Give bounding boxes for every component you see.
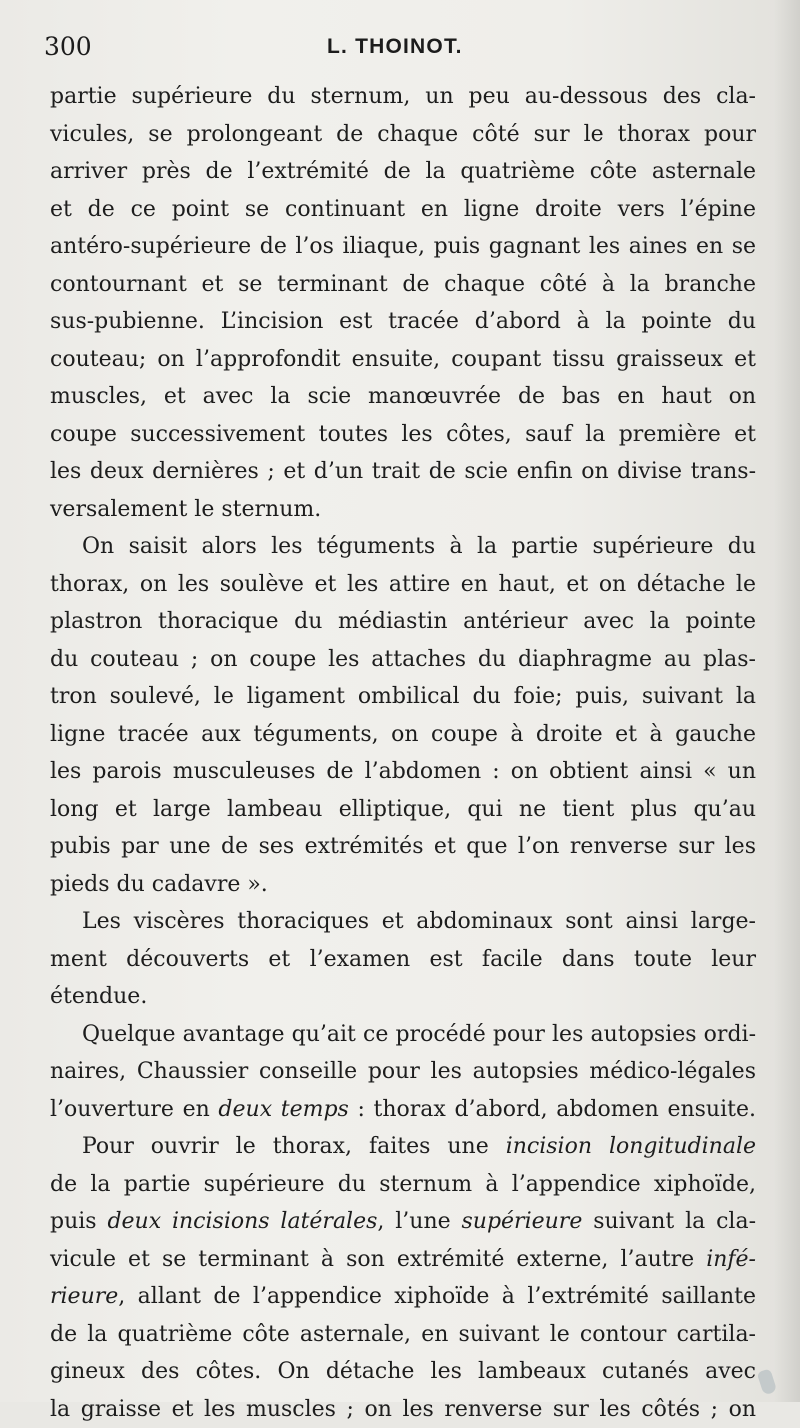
text-line	[50, 341, 756, 379]
text-segment: vicule et se terminant à son extrémité externe, l’autre	[50, 1247, 706, 1272]
text-line	[50, 753, 756, 791]
text-line	[50, 416, 756, 454]
text-segment: de la quatrième côte asternale, en suivant le contour cartila-	[50, 1322, 756, 1347]
text-line	[50, 303, 756, 341]
text-line	[50, 453, 756, 491]
text-segment: coupe successivement toutes les côtes, sauf la première et	[50, 422, 756, 447]
text-line	[50, 603, 756, 641]
text-segment: contournant et se terminant de chaque côté à la branche	[50, 272, 756, 297]
text-line	[50, 1316, 756, 1354]
italic-text: deux incisions latérales	[107, 1209, 377, 1234]
text-line	[50, 678, 756, 716]
text-line	[50, 1128, 756, 1166]
italic-text: supérieure	[462, 1209, 583, 1234]
text-segment: plastron thoracique du médiastin antérieur avec la pointe	[50, 609, 756, 634]
text-segment: long et large lambeau elliptique, qui ne tient plus qu’au	[50, 797, 756, 822]
text-segment: sus-pubienne. L’incision est tracée d’abord à la pointe du	[50, 309, 756, 334]
text-line	[50, 1091, 756, 1129]
text-segment: et de ce point se continuant en ligne droite vers l’épine	[50, 197, 756, 222]
text-line	[50, 1053, 756, 1091]
text-segment: les parois musculeuses de l’abdomen : on obtient ainsi « un	[50, 759, 756, 784]
page-number: 300	[44, 32, 92, 61]
text-segment: partie supérieure du sternum, un peu au-dessous des cla-	[50, 84, 756, 109]
italic-text: deux temps	[218, 1097, 348, 1122]
text-segment: la graisse et les muscles ; on les renverse sur les côtés ; on	[50, 1397, 756, 1422]
text-segment: Pour ouvrir le thorax, faites une	[82, 1134, 506, 1159]
text-segment: vicules, se prolongeant de chaque côté sur le thorax pour	[50, 122, 756, 147]
text-segment: couteau; on l’approfondit ensuite, coupant tissu graisseux et	[50, 347, 756, 372]
italic-text: infé-	[706, 1247, 756, 1272]
text-segment: de la partie supérieure du sternum à l’appendice xiphoïde,	[50, 1172, 756, 1197]
text-line	[50, 716, 756, 754]
text-line	[50, 1353, 756, 1391]
text-line	[50, 191, 756, 229]
text-segment: gineux des côtes. On détache les lambeaux cutanés avec	[50, 1359, 756, 1384]
text-segment: , l’une	[377, 1209, 461, 1234]
text-line	[50, 1391, 756, 1428]
text-segment: l’ouverture en	[50, 1097, 218, 1122]
page-header	[44, 28, 464, 72]
italic-text: incision longitudinale	[506, 1134, 756, 1159]
text-line	[50, 116, 756, 154]
text-line	[50, 828, 756, 866]
text-segment: tron soulevé, le ligament ombilical du foie; puis, suivant la	[50, 684, 756, 709]
text-line	[50, 866, 756, 904]
text-line	[50, 903, 756, 941]
body-text	[50, 78, 756, 1428]
text-segment: pieds du cadavre ».	[50, 872, 268, 897]
text-segment: thorax, on les soulève et les attire en haut, et on détache le	[50, 572, 756, 597]
text-line	[50, 1166, 756, 1204]
text-segment: naires, Chaussier conseille pour les autopsies médico-légales	[50, 1059, 756, 1084]
text-segment: , allant de l’appendice xiphoïde à l’extrémité saillante	[118, 1284, 756, 1309]
text-line	[50, 153, 756, 191]
text-line	[50, 228, 756, 266]
text-line	[50, 378, 756, 416]
text-segment: arriver près de l’extrémité de la quatrième côte asternale	[50, 159, 756, 184]
text-segment: versalement le sternum.	[50, 497, 321, 522]
text-segment: muscles, et avec la scie manœuvrée de bas en haut on	[50, 384, 756, 409]
text-segment: puis	[50, 1209, 107, 1234]
text-line	[50, 1016, 756, 1054]
text-segment: les deux dernières ; et d’un trait de scie enfin on divise trans-	[50, 459, 756, 484]
text-line	[50, 978, 756, 1016]
text-segment: Les viscères thoraciques et abdominaux sont ainsi large-	[82, 909, 756, 934]
text-line	[50, 1203, 756, 1241]
text-segment: : thorax d’abord, abdomen ensuite.	[349, 1097, 756, 1122]
text-line	[50, 78, 756, 116]
text-line	[50, 941, 756, 979]
text-segment: du couteau ; on coupe les attaches du diaphragme au plas-	[50, 647, 756, 672]
text-line	[50, 491, 756, 529]
text-line	[50, 528, 756, 566]
text-segment: pubis par une de ses extrémités et que l’on renverse sur les	[50, 834, 756, 859]
text-segment: Quelque avantage qu’ait ce procédé pour les autopsies ordi-	[82, 1022, 756, 1047]
text-line	[50, 791, 756, 829]
text-segment: suivant la cla-	[582, 1209, 756, 1234]
page-edge-shadow	[774, 0, 800, 1402]
text-line	[50, 266, 756, 304]
text-segment: ment découverts et l’examen est facile dans toute leur	[50, 947, 756, 972]
text-line	[50, 1241, 756, 1279]
running-head: L. THOINOT.	[327, 35, 463, 59]
text-segment: ligne tracée aux téguments, on coupe à droite et à gauche	[50, 722, 756, 747]
text-segment: étendue.	[50, 984, 147, 1009]
text-segment: antéro-supérieure de l’os iliaque, puis gagnant les aines en se	[50, 234, 756, 259]
text-line	[50, 566, 756, 604]
text-line	[50, 641, 756, 679]
italic-text: rieure	[50, 1284, 118, 1309]
text-line	[50, 1278, 756, 1316]
text-segment: On saisit alors les téguments à la partie supérieure du	[82, 534, 756, 559]
